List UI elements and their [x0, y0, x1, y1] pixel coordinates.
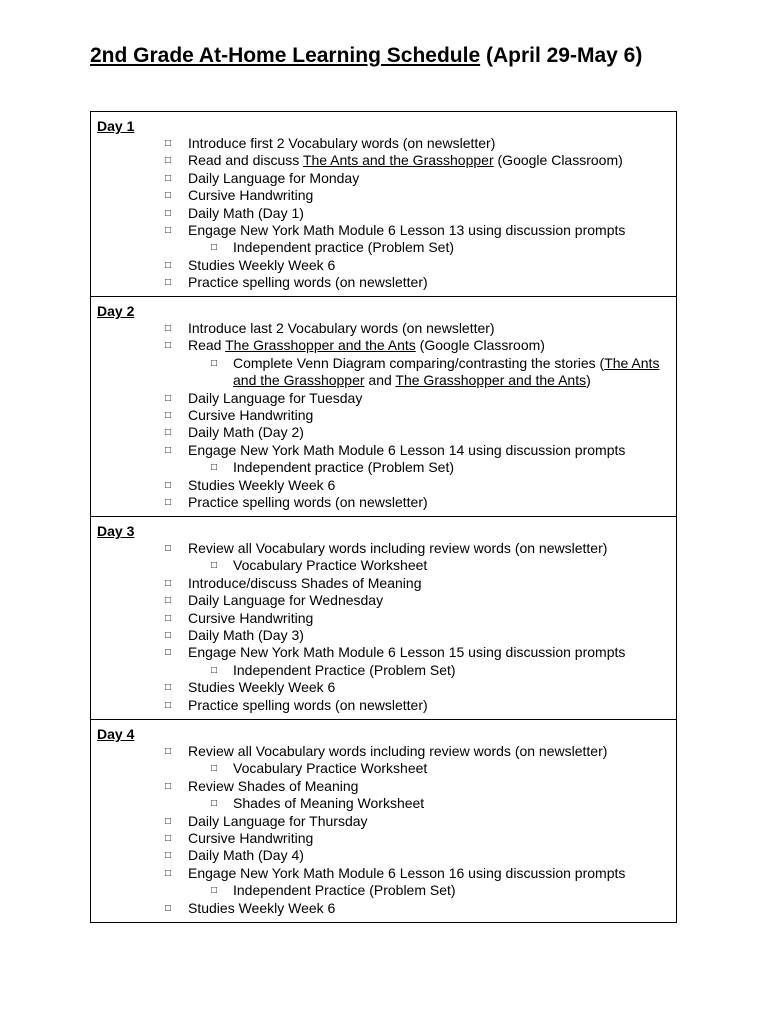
checkbox-icon: □	[165, 595, 172, 607]
item-text	[188, 222, 670, 239]
day-row-1	[91, 112, 676, 296]
item-text	[188, 830, 670, 847]
item-text	[233, 355, 670, 389]
text-segment: Practice spelling words (on newsletter)	[188, 696, 428, 713]
story-title: The Ants and the Grasshopper	[302, 152, 494, 169]
checkbox-icon: □	[165, 340, 172, 352]
text-segment: Studies Weekly Week 6	[188, 899, 336, 916]
text-segment: Review Shades of Meaning	[188, 777, 359, 794]
text-segment: Daily Language for Wednesday	[188, 592, 384, 609]
checkbox-icon: □	[165, 410, 172, 421]
item-text	[188, 205, 670, 222]
checkbox-icon: □	[211, 885, 218, 897]
checkbox-icon: □	[165, 155, 172, 167]
checkbox-icon: □	[165, 225, 172, 236]
checkbox-icon: □	[165, 138, 172, 149]
checkbox-icon: □	[165, 630, 172, 641]
text-segment: Daily Math (Day 4)	[188, 847, 304, 864]
checkbox-icon: □	[165, 190, 172, 202]
text-segment: Read and discuss	[188, 152, 303, 169]
item-text	[188, 424, 670, 441]
checkbox-icon: □	[165, 746, 172, 757]
checkbox-icon: □	[165, 867, 172, 879]
item-text	[188, 135, 670, 152]
text-segment: Engage New York Math Module 6 Lesson 16 using discussion prompts	[188, 864, 626, 881]
day-label: Day 3	[97, 523, 135, 539]
item-text	[233, 795, 670, 812]
checkbox-icon: □	[165, 647, 172, 659]
checkbox-icon: □	[165, 323, 172, 334]
checkbox-icon: □	[165, 427, 172, 439]
checkbox-icon: □	[165, 833, 172, 844]
item-text	[188, 575, 670, 592]
item-text	[188, 813, 670, 830]
text-segment: Complete Venn Diagram comparing/contrasting the stories (	[233, 354, 605, 371]
item-text	[188, 900, 670, 917]
text-segment: Daily Math (Day 3)	[188, 627, 304, 643]
checkbox-icon: □	[165, 543, 172, 554]
item-text	[188, 187, 670, 204]
item-text	[188, 847, 670, 864]
item-text	[188, 644, 670, 661]
checkbox-icon: □	[165, 444, 172, 456]
checkbox-icon: □	[211, 560, 218, 572]
text-segment: Cursive Handwriting	[188, 609, 314, 626]
item-text	[188, 320, 670, 337]
checkbox-icon: □	[211, 242, 218, 254]
checkbox-icon: □	[165, 259, 172, 271]
checkbox-icon: □	[165, 902, 172, 914]
story-title: The Grasshopper and the Ants	[395, 371, 587, 388]
text-segment: Review all Vocabulary words including review words (on newsletter)	[188, 743, 608, 759]
text-segment: Introduce last 2 Vocabulary words (on newsletter)	[188, 320, 495, 336]
checkbox-icon: □	[211, 664, 218, 676]
text-segment: (Google Classroom)	[415, 337, 545, 354]
text-segment: Cursive Handwriting	[188, 187, 314, 204]
text-segment: Vocabulary Practice Worksheet	[233, 557, 428, 574]
day-label: Day 4	[97, 726, 135, 742]
title-dates: (April 29-May 6)	[480, 44, 643, 67]
item-text	[233, 662, 670, 679]
text-segment: Engage New York Math Module 6 Lesson 15 using discussion prompts	[188, 644, 626, 661]
checkbox-icon: □	[165, 682, 172, 694]
item-text	[188, 697, 670, 714]
checkbox-icon: □	[165, 277, 172, 289]
item-text	[188, 778, 670, 795]
item-text	[233, 459, 670, 476]
item-text	[188, 540, 670, 557]
item-text	[188, 592, 670, 609]
text-segment: Daily Language for Tuesday	[188, 389, 363, 406]
checkbox-icon: □	[165, 612, 172, 624]
item-text	[188, 494, 670, 511]
story-title: The Grasshopper and the Ants	[225, 337, 416, 354]
checkbox-icon: □	[165, 780, 172, 792]
item-text	[188, 743, 670, 760]
day-row-4	[91, 719, 676, 922]
text-segment: Practice spelling words (on newsletter)	[188, 274, 428, 291]
day-row-2	[91, 296, 676, 516]
text-segment: Studies Weekly Week 6	[188, 476, 336, 493]
item-text	[188, 865, 670, 882]
text-segment: Studies Weekly Week 6	[188, 256, 336, 273]
text-segment: Daily Math (Day 1)	[188, 204, 304, 221]
text-segment: Read	[188, 337, 226, 354]
item-text	[188, 274, 670, 291]
item-text	[188, 477, 670, 494]
schedule-table	[90, 111, 677, 923]
text-segment: )	[586, 371, 591, 388]
item-text	[188, 442, 670, 459]
item-text	[233, 882, 670, 899]
text-segment: Shades of Meaning Worksheet	[233, 795, 425, 812]
checkbox-icon: □	[165, 497, 172, 508]
checkbox-icon: □	[165, 699, 172, 711]
day-label: Day 1	[97, 118, 135, 134]
checkbox-icon: □	[211, 462, 218, 474]
text-segment: Daily Language for Monday	[188, 169, 360, 186]
checkbox-icon: □	[165, 392, 172, 404]
item-text	[188, 407, 670, 424]
item-text	[188, 170, 670, 187]
checkbox-icon: □	[211, 357, 218, 369]
checkbox-icon: □	[211, 763, 218, 775]
checkbox-icon: □	[165, 577, 172, 589]
text-segment: Independent Practice (Problem Set)	[233, 661, 456, 678]
item-text	[233, 557, 670, 574]
checkbox-icon: □	[165, 479, 172, 491]
page-title	[90, 44, 642, 68]
title-main: 2nd Grade At-Home Learning Schedule	[90, 44, 481, 67]
text-segment: Studies Weekly Week 6	[188, 679, 336, 696]
text-segment: Daily Math (Day 2)	[188, 424, 304, 441]
item-text	[188, 390, 670, 407]
checkbox-icon: □	[165, 172, 172, 184]
item-text	[188, 627, 670, 644]
item-text	[188, 679, 670, 696]
text-segment: Cursive Handwriting	[188, 830, 314, 846]
text-segment: and	[364, 371, 396, 388]
text-segment: Vocabulary Practice Worksheet	[233, 760, 428, 777]
story-title: The Ants and the Grasshopper	[233, 354, 660, 388]
item-text	[188, 610, 670, 627]
day-row-3	[91, 516, 676, 719]
item-text	[188, 257, 670, 274]
text-segment: Review all Vocabulary words including review words (on newsletter)	[188, 540, 608, 556]
item-text	[233, 760, 670, 777]
text-segment: Engage New York Math Module 6 Lesson 14 using discussion prompts	[188, 441, 626, 458]
item-text	[188, 152, 670, 169]
text-segment: Practice spelling words (on newsletter)	[188, 494, 428, 510]
text-segment: Engage New York Math Module 6 Lesson 13 using discussion prompts	[188, 222, 626, 238]
text-segment: Daily Language for Thursday	[188, 812, 368, 829]
text-segment: Introduce first 2 Vocabulary words (on newsletter)	[188, 135, 496, 151]
text-segment: Independent Practice (Problem Set)	[233, 882, 456, 899]
text-segment: Independent practice (Problem Set)	[233, 459, 455, 476]
checkbox-icon: □	[165, 850, 172, 862]
text-segment: Independent practice (Problem Set)	[233, 239, 455, 256]
checkbox-icon: □	[165, 815, 172, 827]
item-text	[188, 337, 670, 354]
checkbox-icon: □	[165, 207, 172, 219]
text-segment: (Google Classroom)	[493, 152, 623, 169]
text-segment: Cursive Handwriting	[188, 407, 314, 423]
day-label: Day 2	[97, 303, 135, 319]
checkbox-icon: □	[211, 798, 218, 810]
text-segment: Introduce/discuss Shades of Meaning	[188, 574, 422, 591]
item-text	[233, 239, 670, 256]
